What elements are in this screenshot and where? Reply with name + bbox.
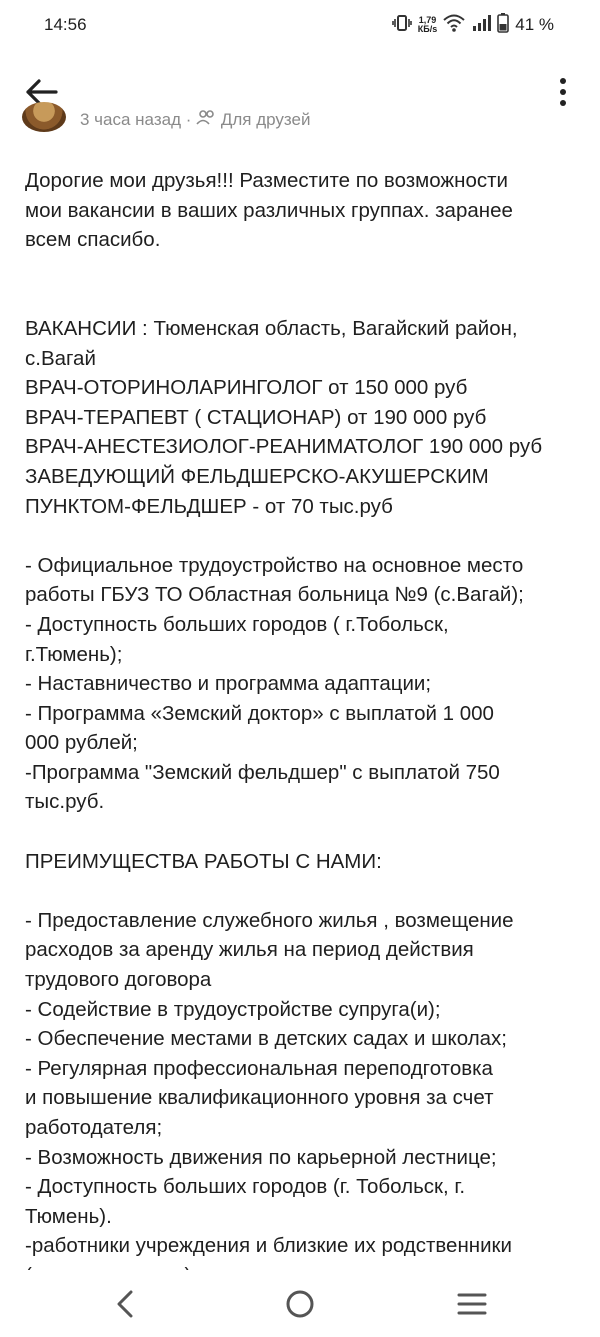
system-nav-bar: [0, 1270, 600, 1337]
net-speed: [418, 16, 437, 34]
advantages-line: трудового договора: [25, 968, 212, 992]
advantages-heading-text: ПРЕИМУЩЕСТВА РАБОТЫ С НАМИ:: [25, 849, 382, 873]
nav-back-button[interactable]: [106, 1284, 146, 1324]
nav-home-button[interactable]: [280, 1284, 320, 1324]
advantages-line: и повышение квалификационного уровня за счет: [25, 1086, 494, 1110]
conditions-line: тыс.руб.: [25, 790, 105, 814]
meta-separator: ·: [185, 110, 192, 129]
more-vertical-icon: [548, 99, 578, 116]
advantages-line: Тюмень).: [25, 1204, 112, 1228]
nav-recents-icon: [452, 1311, 492, 1328]
status-bar: [0, 0, 600, 50]
intro-paragraph: [25, 166, 585, 255]
advantages-line: - Содействие в трудоустройстве супруга(и);: [25, 997, 441, 1021]
vacancies-line: ВАКАНСИИ : Тюменская область, Вагайский район,: [25, 316, 518, 340]
post-visibility: Для друзей: [220, 110, 311, 129]
status-icons: [392, 13, 554, 38]
vacancies-line: ВРАЧ-ОТОРИНОЛАРИНГОЛОГ от 150 000 руб: [25, 376, 468, 400]
vacancies-paragraph: [25, 314, 585, 521]
advantages-line: работодателя;: [25, 1116, 163, 1139]
signal-icon: [471, 14, 491, 37]
conditions-line: г.Тюмень);: [25, 642, 123, 666]
more-options-button[interactable]: [548, 72, 578, 112]
nav-home-icon: [280, 1311, 320, 1328]
battery-percent: 41 %: [515, 15, 554, 34]
advantages-paragraph: [25, 906, 585, 1291]
conditions-line: - Официальное трудоустройство на основное место: [25, 553, 524, 577]
conditions-line: - Программа «Земский доктор» с выплатой 1 000: [25, 701, 494, 725]
nav-recents-button[interactable]: [452, 1284, 492, 1324]
post-meta: [0, 110, 600, 142]
wifi-icon: [443, 14, 465, 37]
post-meta-text: [80, 109, 310, 130]
post-time: 3 часа назад: [80, 110, 181, 129]
intro-line: Дорогие мои друзья!!! Разместите по возможности: [25, 169, 508, 192]
battery-icon: [497, 13, 509, 38]
advantages-line: - Регулярная профессиональная переподготовка: [25, 1056, 493, 1080]
intro-line: всем спасибо.: [25, 228, 161, 252]
avatar[interactable]: [22, 102, 66, 132]
conditions-line: -Программа "Земский фельдшер" с выплатой 750: [25, 760, 500, 784]
status-time: 14:56: [44, 15, 87, 34]
intro-line: мои вакансии в ваших различных группах. заранее: [25, 198, 513, 222]
vacancies-line: ВРАЧ-АНЕСТЕЗИОЛОГ-РЕАНИМАТОЛОГ 190 000 руб: [25, 435, 543, 459]
advantages-line: расходов за аренду жилья на период действия: [25, 938, 474, 962]
vacancies-line: ЗАВЕДУЮЩИЙ ФЕЛЬДШЕРСКО-АКУШЕРСКИМ: [25, 464, 489, 488]
advantages-line: -работники учреждения и близкие их родственники: [25, 1234, 512, 1258]
net-speed-value: 1,79: [418, 15, 437, 25]
vacancies-line: с.Вагай: [25, 346, 96, 370]
vacancies-line: ВРАЧ-ТЕРАПЕВТ ( СТАЦИОНАР) от 190 000 руб: [25, 405, 487, 429]
vacancies-line: ПУНКТОМ-ФЕЛЬДШЕР - от 70 тыс.руб: [25, 494, 393, 518]
vibrate-icon: [392, 14, 412, 37]
net-speed-unit: КБ/s: [417, 24, 438, 34]
conditions-line: работы ГБУЗ ТО Областная больница №9 (с.Вагай);: [25, 583, 524, 607]
nav-back-icon: [106, 1311, 146, 1328]
advantages-line: - Обеспечение местами в детских садах и школах;: [25, 1027, 508, 1051]
advantages-heading: [25, 847, 585, 877]
friends-icon: [196, 110, 221, 129]
advantages-line: - Доступность больших городов (г. Тобольск, г.: [25, 1175, 466, 1199]
advantages-line: - Предоставление служебного жилья , возмещение: [25, 908, 514, 932]
conditions-line: 000 рублей;: [25, 731, 138, 755]
advantages-line: - Возможность движения по карьерной лестнице;: [25, 1145, 497, 1169]
post-body: [25, 166, 585, 1270]
conditions-line: - Доступность больших городов ( г.Тобольск,: [25, 612, 449, 636]
conditions-paragraph: [25, 551, 585, 817]
conditions-line: - Наставничество и программа адаптации;: [25, 672, 432, 696]
